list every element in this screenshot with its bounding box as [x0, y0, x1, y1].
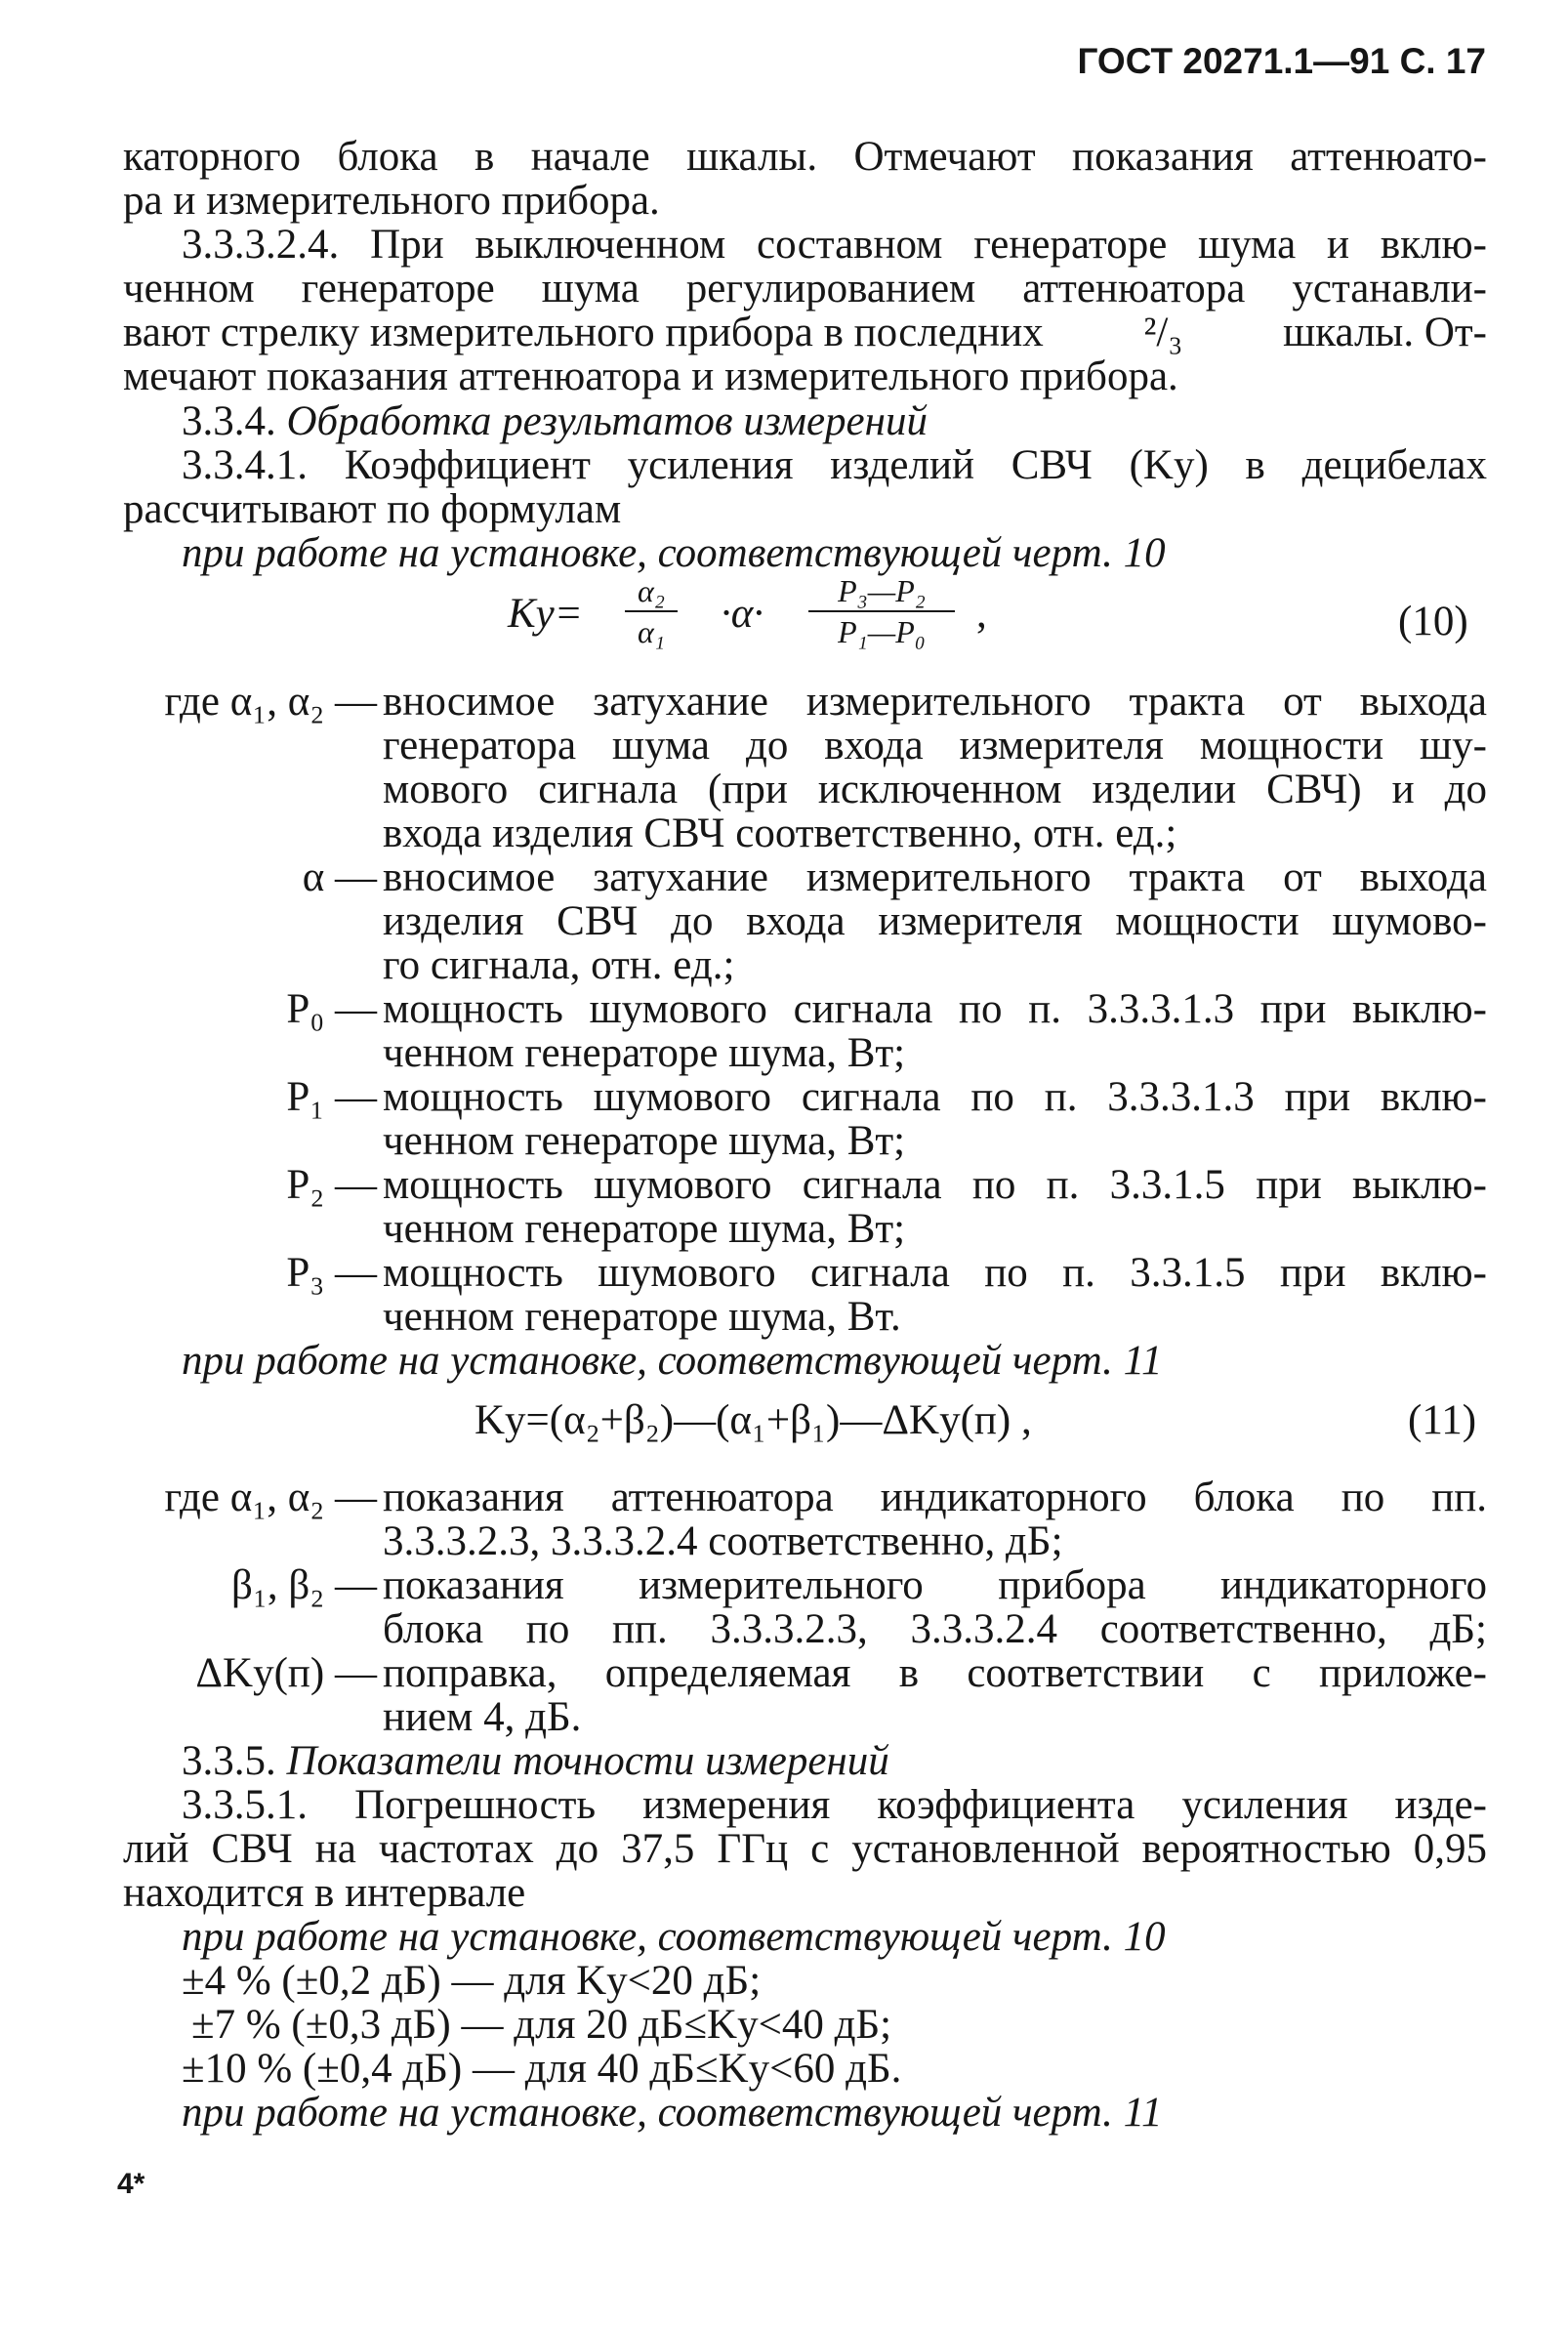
- text-fragment: вают стрелку измерительного прибора в последних: [123, 310, 1054, 355]
- definition-term: α —: [302, 854, 377, 900]
- section-heading: [182, 397, 928, 446]
- definition-line: вносимое затухание измерительного тракта от выхода: [383, 854, 1487, 900]
- equation-number: (11): [1408, 1397, 1477, 1443]
- section-number: 3.3.5.: [182, 1738, 287, 1784]
- section-title: Показатели точности измерений: [286, 1738, 889, 1784]
- page-header: ГОСТ 20271.1—91 С. 17: [1077, 41, 1486, 81]
- definition-line: блока по пп. 3.3.3.2.3, 3.3.3.2.4 соответственно, дБ;: [383, 1606, 1487, 1652]
- equation-number: (10): [1398, 599, 1468, 644]
- text-line: лий СВЧ на частотах до 37,5 ГГц с установленной вероятностью 0,95: [123, 1826, 1487, 1872]
- setup-caption: при работе на установке, соответствующей черт. 11: [182, 1338, 1163, 1384]
- fraction-numerator: α₂: [638, 573, 665, 608]
- formula-lhs: Kу=: [508, 591, 583, 637]
- definition-line: мощность шумового сигнала по п. 3.3.1.5 при вклю-: [383, 1250, 1487, 1296]
- definition-line: ченном генераторе шума, Вт;: [383, 1030, 906, 1076]
- definition-line: мощность шумового сигнала по п. 3.3.1.5 при выклю-: [383, 1162, 1487, 1208]
- definition-line: мощность шумового сигнала по п. 3.3.3.1.3 при вклю-: [383, 1074, 1487, 1120]
- text-fragment: шкалы. От-: [1272, 310, 1487, 355]
- fraction-denominator: P₁—P₀: [838, 614, 926, 649]
- setup-caption: при работе на установке, соответствующей черт. 10: [182, 1914, 1166, 1960]
- fraction-bar: [808, 610, 955, 612]
- definition-line: показания аттенюатора индикаторного блока по пп.: [383, 1474, 1487, 1520]
- definition-term: P₁ —: [286, 1074, 377, 1120]
- section-number: 3.3.4.: [182, 398, 287, 444]
- formula-operator: ·α·: [721, 591, 764, 637]
- setup-caption: при работе на установке, соответствующей черт. 11: [182, 2090, 1163, 2136]
- definition-line: вносимое затухание измерительного тракта от выхода: [383, 679, 1487, 725]
- definition-term: где α₁, α₂ —: [164, 1474, 377, 1520]
- text-line: 3.3.3.2.4. При выключенном составном генераторе шума и вклю-: [182, 222, 1487, 268]
- fraction-denominator: α₁: [638, 614, 665, 649]
- fraction-numerator: P₃—P₂: [838, 573, 926, 608]
- definition-line: входа изделия СВЧ соответственно, отн. ед.;: [383, 810, 1177, 856]
- definition-term: где α₁, α₂ —: [164, 679, 377, 725]
- text-line: находится в интервале: [123, 1870, 526, 1916]
- formula-fraction: [625, 572, 678, 650]
- accuracy-line: ±4 % (±0,2 дБ) — для Kу<20 дБ;: [182, 1958, 762, 2004]
- definition-line: показания измерительного прибора индикаторного: [383, 1562, 1487, 1608]
- text-line: [123, 309, 1487, 357]
- section-title: Обработка результатов измерений: [286, 398, 928, 444]
- text-line: мечают показания аттенюатора и измерительного прибора.: [123, 353, 1178, 399]
- fraction-bar: [625, 610, 678, 612]
- definition-line: 3.3.3.2.3, 3.3.3.2.4 соответственно, дБ;: [383, 1518, 1063, 1564]
- formula-fraction: [808, 572, 955, 650]
- text-line: ченном генераторе шума регулированием аттенюатора устанавли-: [123, 266, 1487, 311]
- accuracy-line: ±7 % (±0,3 дБ) — для 20 дБ≤Kу<40 дБ;: [191, 2002, 892, 2048]
- text-line: 3.3.4.1. Коэффициент усиления изделий СВЧ (Kу) в децибелах: [182, 442, 1487, 488]
- definition-term: P₂ —: [286, 1162, 377, 1208]
- page-signature: 4*: [117, 2168, 145, 2200]
- definition-line: мощность шумового сигнала по п. 3.3.3.1.3 при выклю-: [383, 986, 1487, 1032]
- fraction: ²/₃: [1143, 310, 1183, 355]
- definition-line: изделия СВЧ до входа измерителя мощности шумово-: [383, 898, 1487, 944]
- definition-term: P₃ —: [286, 1250, 377, 1296]
- section-heading: [182, 1737, 889, 1786]
- formula-comma: ,: [976, 591, 987, 637]
- formula-11: Kу=(α₂+β₂)—(α₁+β₁)—ΔKу(п) ,: [475, 1397, 1032, 1443]
- text-line: рассчитывают по формулам: [123, 486, 622, 532]
- definition-line: ченном генераторе шума, Вт.: [383, 1294, 901, 1340]
- text-line: 3.3.5.1. Погрешность измерения коэффициента усиления изде-: [182, 1782, 1487, 1828]
- definition-line: ченном генераторе шума, Вт;: [383, 1118, 906, 1164]
- accuracy-line: ±10 % (±0,4 дБ) — для 40 дБ≤Kу<60 дБ.: [182, 2046, 902, 2092]
- definition-term: β₁, β₂ —: [231, 1562, 377, 1608]
- definition-term: ΔKу(п) —: [195, 1650, 377, 1696]
- definition-line: поправка, определяемая в соответствии с приложе-: [383, 1650, 1487, 1696]
- definition-line: го сигнала, отн. ед.;: [383, 942, 735, 988]
- definition-term: P₀ —: [286, 986, 377, 1032]
- definition-line: мового сигнала (при исключенном изделии СВЧ) и до: [383, 767, 1487, 812]
- definition-line: генератора шума до входа измерителя мощности шу-: [383, 723, 1487, 768]
- definition-line: ченном генераторе шума, Вт;: [383, 1206, 906, 1252]
- text-line: ра и измерительного прибора.: [123, 178, 660, 224]
- setup-caption: при работе на установке, соответствующей черт. 10: [182, 530, 1166, 576]
- text-line: каторного блока в начале шкалы. Отмечают показания аттенюато-: [123, 134, 1487, 180]
- definition-line: нием 4, дБ.: [383, 1694, 582, 1740]
